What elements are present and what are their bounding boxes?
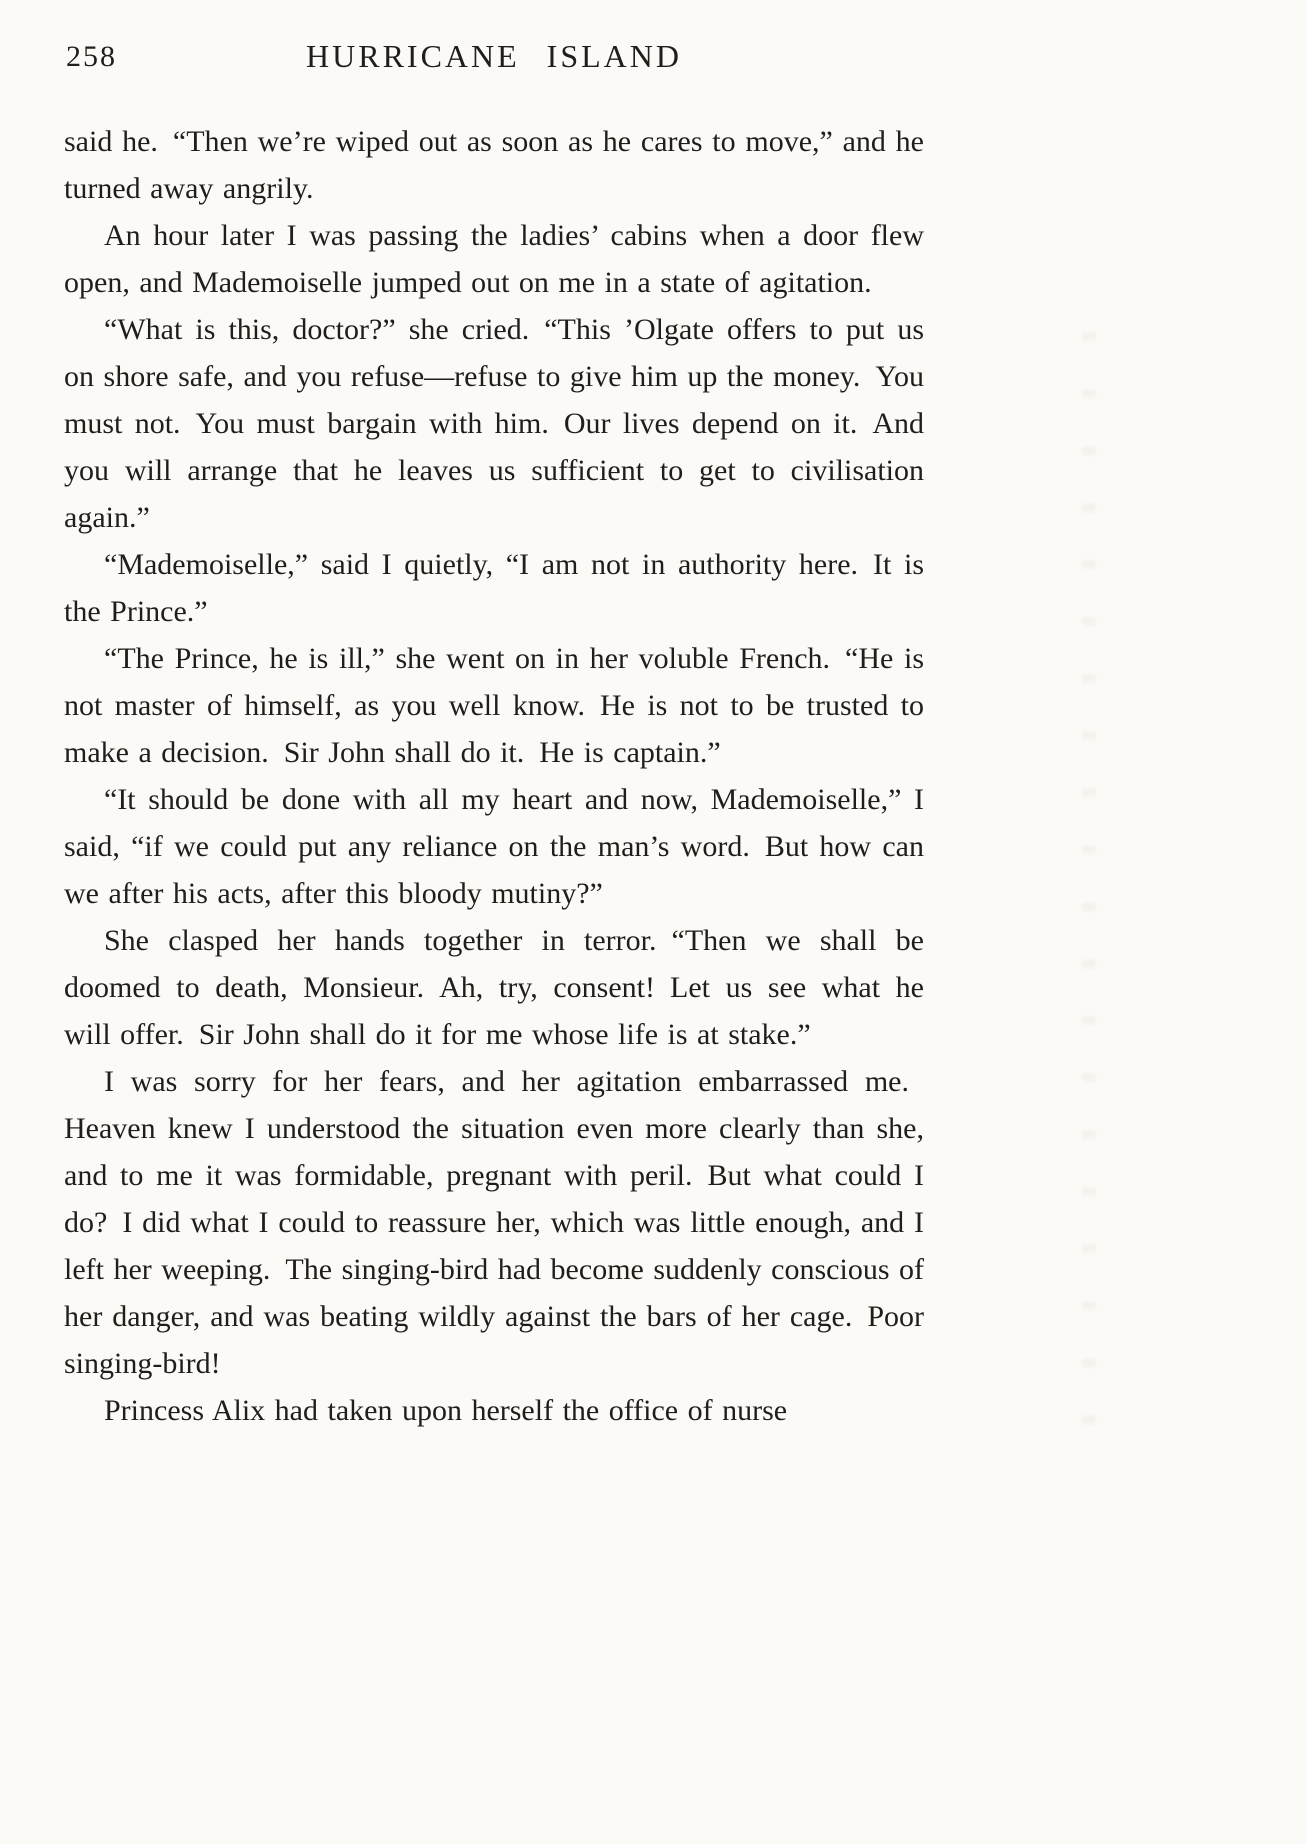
body-text (64, 118, 924, 1434)
paragraph: “The Prince, he is ill,” she went on in her voluble French. “He is not master of himself, as you well know. He is not to be trusted to make a decision. Sir John shall do it. He is captain.” (64, 642, 924, 769)
running-header-title: HURRICANE ISLAND (306, 38, 682, 74)
paragraph: I was sorry for her fears, and her agitation embarrassed me. Heaven knew I understood the situation even more clearly than she, and to me it was formidable, pregnant with peril. But what could I do? I did what I could to reassure her, which was little enough, and I left her weeping. The singing-bird had become suddenly conscious of her danger, and was beating wildly against the bars of her cage. Poor singing-bird! (64, 1065, 924, 1380)
paragraph: She clasped her hands together in terror. “Then we shall be doomed to death, Monsieur. Ah, try, consent! Let us see what he will offer. Sir John shall do it for me whose life is at stake.” (64, 924, 924, 1051)
paragraph: An hour later I was passing the ladies’ cabins when a door flew open, and Mademoiselle jumped out on me in a state of agitation. (64, 219, 924, 299)
paragraph: “Mademoiselle,” said I quietly, “I am not in authority here. It is the Prince.” (64, 548, 924, 628)
paragraph: “What is this, doctor?” she cried. “This ’Olgate offers to put us on shore safe, and you refuse—refuse to give him up the money. You must not. You must bargain with him. Our lives depend on it. And you will arrange that he leaves us sufficient to get to civilisation again.” (64, 313, 924, 534)
paragraph: said he. “Then we’re wiped out as soon as he cares to move,” and he turned away angrily. (64, 125, 924, 205)
scan-artifact (1082, 330, 1096, 1450)
text-column (64, 30, 924, 1434)
page-number: 258 (66, 40, 117, 73)
paragraph: “It should be done with all my heart and now, Mademoiselle,” I said, “if we could put any reliance on the man’s word. But how can we after his acts, after this bloody mutiny?” (64, 783, 924, 910)
paragraph: Princess Alix had taken upon herself the office of nurse (104, 1394, 788, 1427)
page-header (64, 30, 924, 94)
